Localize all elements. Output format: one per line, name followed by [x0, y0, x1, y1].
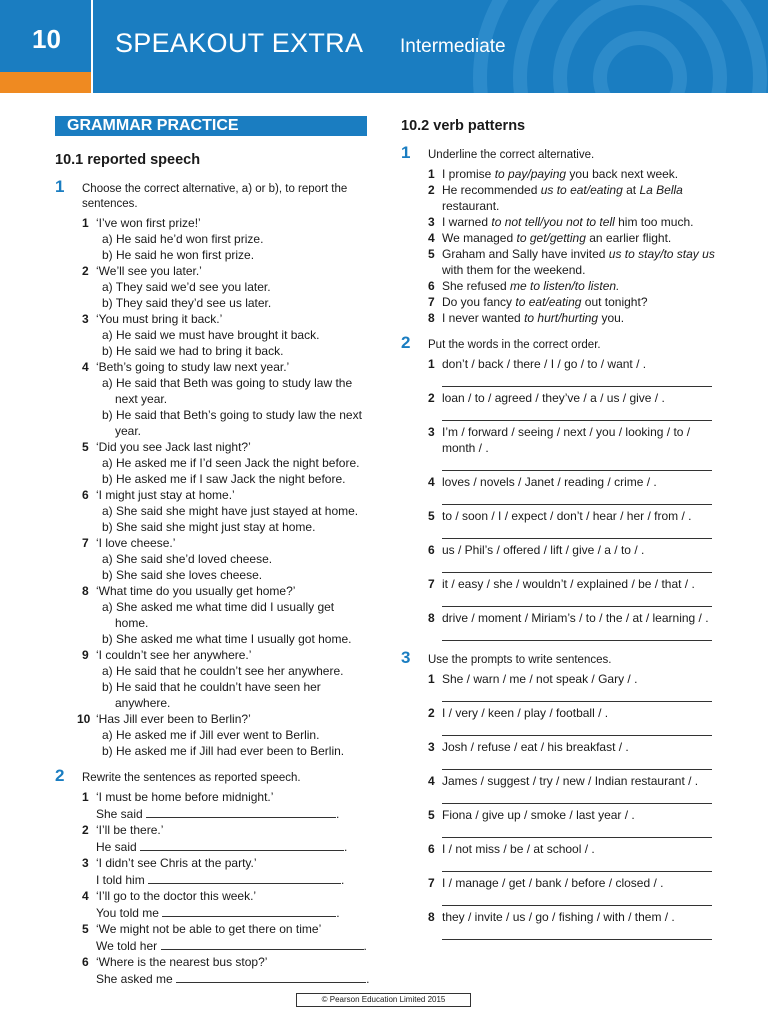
sentence-text: Do you fancy [442, 295, 516, 309]
page-header [0, 0, 768, 93]
item-number: 7 [428, 295, 435, 309]
item-sentence [442, 246, 716, 278]
answer-line[interactable] [442, 891, 712, 906]
list-item [428, 909, 716, 940]
answer-prompt: We told her [96, 939, 158, 953]
item-number: 6 [428, 279, 435, 293]
answer-blank[interactable] [161, 937, 364, 950]
left-column [55, 150, 370, 987]
option-a[interactable]: a) He said he’d won first prize. [102, 232, 264, 246]
sentence-text: him too much. [614, 215, 694, 229]
exercise-instruction: Use the prompts to write sentences. [428, 654, 612, 666]
list-item [82, 439, 370, 487]
item-number: 3 [82, 856, 89, 870]
option-a[interactable]: a) He asked me if Jill ever went to Berlin. [102, 728, 320, 742]
item-quote: ‘I’ll be there.’ [96, 823, 164, 837]
item-quote: ‘I might just stay at home.’ [96, 488, 235, 502]
item-prompt: they / invite / us / go / fishing / with / them / . [442, 910, 675, 924]
option-a[interactable]: a) She said she might have just stayed at home. [102, 504, 359, 518]
item-number: 1 [428, 357, 435, 371]
header-divider [91, 0, 93, 93]
list-item [82, 583, 370, 647]
item-number: 10 [77, 712, 91, 726]
sentence-text: you. [598, 311, 625, 325]
list-item [82, 487, 370, 535]
alternatives[interactable]: me to listen/to listen. [510, 279, 620, 293]
list-item [82, 822, 370, 855]
right-column [401, 116, 716, 943]
item-quote: ‘I love cheese.’ [96, 536, 176, 550]
list-item [82, 263, 370, 311]
answer-prompt: She said [96, 807, 143, 821]
option-b[interactable]: b) He said we had to bring it back. [102, 344, 284, 358]
list-item [428, 390, 716, 421]
answer-line[interactable] [442, 592, 712, 607]
sentence-text: restaurant. [442, 199, 500, 213]
sentence-text: you back next week. [566, 167, 679, 181]
item-quote: ‘I must be home before midnight.’ [96, 790, 274, 804]
page-title: SPEAKOUT EXTRA [115, 28, 364, 58]
item-prompt: I’m / forward / seeing / next / you / looking / to / month / . [442, 425, 691, 455]
exercise-instruction: Underline the correct alternative. [428, 149, 595, 161]
item-number: 4 [428, 475, 435, 489]
list-item [82, 855, 370, 888]
item-quote: ‘Where is the nearest bus stop?’ [96, 955, 268, 969]
list-item [428, 424, 716, 471]
item-prompt: I / not miss / be / at school / . [442, 842, 595, 856]
answer-line[interactable] [442, 406, 712, 421]
item-quote: ‘What time do you usually get home?’ [96, 584, 296, 598]
option-a[interactable]: a) They said we’d see you later. [102, 280, 271, 294]
item-number: 6 [82, 955, 89, 969]
list-item [428, 841, 716, 872]
item-number: 5 [428, 808, 435, 822]
level-label: Intermediate [400, 36, 506, 57]
list-item [77, 711, 370, 759]
answer-prompt: She asked me [96, 972, 173, 986]
item-number: 5 [82, 440, 89, 454]
item-quote: ‘Has Jill ever been to Berlin?’ [96, 712, 251, 726]
item-number: 3 [428, 425, 435, 439]
answer-line-row [96, 871, 370, 888]
alternatives[interactable]: to hurt/hurting [524, 311, 599, 325]
unit-number: 10 [32, 24, 61, 54]
sentence-text: an earlier flight. [585, 231, 672, 245]
section-title-verb-patterns: 10.2 verb patterns [401, 118, 526, 134]
answer-line[interactable] [442, 755, 712, 770]
item-quote: ‘We might not be able to get there on time’ [96, 922, 322, 936]
list-item [428, 474, 716, 505]
item-number: 6 [428, 543, 435, 557]
sentence-text: I warned [442, 215, 492, 229]
item-number: 3 [428, 740, 435, 754]
item-number: 4 [82, 360, 89, 374]
item-number: 8 [428, 311, 435, 325]
item-number: 2 [428, 706, 435, 720]
exercise-2-rewrite [55, 766, 370, 987]
option-a[interactable]: a) He said we must have brought it back. [102, 328, 320, 342]
item-quote: ‘I’ll go to the doctor this week.’ [96, 889, 257, 903]
option-b[interactable]: b) She said she might just stay at home. [102, 520, 316, 534]
list-item [82, 215, 370, 263]
item-number: 5 [428, 247, 435, 261]
item-sentence [442, 182, 716, 214]
item-number: 4 [428, 774, 435, 788]
option-b[interactable]: b) He said that he couldn’t have seen her anywhere. [102, 680, 321, 710]
option-b[interactable]: b) She said she loves cheese. [102, 568, 263, 582]
item-number: 1 [82, 790, 89, 804]
list-item [428, 230, 716, 246]
alternatives[interactable]: to get/getting [516, 231, 586, 245]
item-number: 8 [82, 584, 89, 598]
answer-prompt: You told me [96, 906, 159, 920]
list-item [428, 294, 716, 310]
answer-line-row [96, 970, 370, 987]
exercise-1-reported-speech [55, 177, 370, 759]
answer-line[interactable] [442, 925, 712, 940]
unit-number-box [0, 0, 93, 93]
sentence-text: I promise [442, 167, 495, 181]
list-item [82, 921, 370, 954]
item-prompt: She / warn / me / not speak / Gary / . [442, 672, 638, 686]
item-number: 9 [82, 648, 89, 662]
answer-period: . [344, 840, 348, 854]
answer-line[interactable] [442, 490, 712, 505]
item-number: 2 [428, 183, 435, 197]
item-number: 6 [82, 488, 89, 502]
option-b[interactable]: b) He asked me if I saw Jack the night before. [102, 472, 346, 486]
option-a[interactable]: a) She said she’d loved cheese. [102, 552, 273, 566]
item-prompt: don’t / back / there / I / go / to / want / . [442, 357, 647, 371]
sentence-text: She refused [442, 279, 511, 293]
item-number: 4 [428, 231, 435, 245]
item-number: 1 [82, 216, 89, 230]
item-prompt: loves / novels / Janet / reading / crime / . [442, 475, 657, 489]
exercise-instruction: Put the words in the correct order. [428, 339, 601, 351]
list-item [82, 535, 370, 583]
list-item [82, 789, 370, 822]
answer-blank[interactable] [146, 805, 336, 818]
alternatives[interactable]: to eat/eating [515, 295, 582, 309]
list-item [428, 671, 716, 702]
item-number: 4 [82, 889, 89, 903]
item-number: 2 [428, 391, 435, 405]
answer-line[interactable] [442, 456, 712, 471]
answer-line[interactable] [442, 524, 712, 539]
item-number: 2 [82, 264, 89, 278]
list-item [428, 739, 716, 770]
exercise-number: 3 [401, 648, 411, 667]
item-number: 1 [428, 167, 435, 181]
list-item [82, 954, 370, 987]
list-item [428, 310, 716, 326]
restaurant-name: La Bella [639, 183, 683, 197]
list-item [428, 807, 716, 838]
orange-accent-bar [0, 72, 93, 93]
list-item [428, 278, 716, 294]
item-prompt: it / easy / she / wouldn’t / explained / be / that / . [442, 577, 695, 591]
answer-line[interactable] [442, 687, 712, 702]
list-item [428, 166, 716, 182]
answer-prompt: I told him [96, 873, 145, 887]
alternatives[interactable]: to not tell/you not to tell [491, 215, 615, 229]
item-prompt: us / Phil’s / offered / lift / give / a / to / . [442, 543, 645, 557]
option-b[interactable]: b) She asked me what time I usually got home. [102, 632, 352, 646]
list-item [428, 182, 716, 214]
option-b[interactable]: b) He asked me if Jill had ever been to Berlin. [102, 744, 345, 758]
answer-blank[interactable] [176, 970, 366, 983]
answer-line[interactable] [442, 721, 712, 736]
item-number: 1 [428, 672, 435, 686]
answer-blank[interactable] [148, 871, 341, 884]
list-item [428, 875, 716, 906]
option-b[interactable]: b) He said that Beth’s going to study law the next year. [102, 408, 362, 438]
item-prompt: I / manage / get / bank / before / closed / . [442, 876, 664, 890]
answer-period: . [336, 906, 340, 920]
item-number: 7 [428, 876, 435, 890]
answer-period: . [366, 972, 370, 986]
item-prompt: James / suggest / try / new / Indian restaurant / . [442, 774, 699, 788]
list-item [428, 610, 716, 641]
answer-blank[interactable] [140, 838, 344, 851]
list-item [82, 359, 370, 439]
option-b[interactable]: b) He said he won first prize. [102, 248, 255, 262]
answer-line-row [96, 805, 370, 822]
item-prompt: Fiona / give up / smoke / last year / . [442, 808, 635, 822]
item-quote: ‘Beth’s going to study law next year.’ [96, 360, 290, 374]
item-quote: ‘I didn’t see Chris at the party.’ [96, 856, 257, 870]
item-prompt: to / soon / I / expect / don’t / hear / her / from / . [442, 509, 692, 523]
answer-line[interactable] [442, 372, 712, 387]
list-item [428, 773, 716, 804]
item-sentence [442, 214, 716, 230]
option-a[interactable]: a) He said that he couldn’t see her anywhere. [102, 664, 344, 678]
sentence-text: Graham and Sally have invited [442, 247, 609, 261]
list-item [428, 542, 716, 573]
item-number: 3 [428, 215, 435, 229]
option-b[interactable]: b) They said they’d see us later. [102, 296, 272, 310]
item-sentence [442, 310, 716, 326]
exercise-instruction: Rewrite the sentences as reported speech. [82, 772, 301, 784]
section-title-reported-speech: 10.1 reported speech [55, 152, 201, 168]
answer-line[interactable] [442, 823, 712, 838]
exercise-instruction: Choose the correct alternative, a) or b), to report the sentences. [82, 183, 348, 210]
alternatives[interactable]: us to stay/to stay us [608, 247, 715, 261]
item-number: 8 [428, 910, 435, 924]
list-item [82, 311, 370, 359]
alternatives[interactable]: to pay/paying [494, 167, 567, 181]
list-item [428, 356, 716, 387]
sentence-text: I never wanted [442, 311, 525, 325]
sentence-text: He recommended [442, 183, 541, 197]
item-quote: ‘I couldn’t see her anywhere.’ [96, 648, 252, 662]
item-quote: ‘Did you see Jack last night?’ [96, 440, 251, 454]
item-prompt: loan / to / agreed / they’ve / a / us / give / . [442, 391, 665, 405]
item-prompt: drive / moment / Miriam’s / to / the / at / learning / . [442, 611, 709, 625]
answer-period: . [363, 939, 367, 953]
answer-line-row [96, 838, 370, 855]
answer-line-row [96, 937, 370, 954]
sentence-text: We managed [442, 231, 517, 245]
list-item [428, 576, 716, 607]
exercise-1-underline [401, 143, 716, 326]
list-item [82, 888, 370, 921]
list-item [428, 508, 716, 539]
item-number: 5 [82, 922, 89, 936]
exercise-3-prompts [401, 648, 716, 940]
answer-line[interactable] [442, 789, 712, 804]
option-a[interactable]: a) She asked me what time did I usually get home. [102, 600, 335, 630]
exercise-number: 1 [401, 143, 411, 162]
alternatives[interactable]: us to eat/eating [540, 183, 623, 197]
item-quote: ‘You must bring it back.’ [96, 312, 223, 326]
item-sentence [442, 166, 716, 182]
list-item [82, 647, 370, 711]
item-number: 5 [428, 509, 435, 523]
list-item [428, 246, 716, 278]
item-sentence [442, 278, 716, 294]
exercise-number: 1 [55, 177, 65, 196]
answer-period: . [336, 807, 340, 821]
item-sentence [442, 294, 716, 310]
section-banner: GRAMMAR PRACTICE [55, 116, 367, 136]
answer-line[interactable] [442, 558, 712, 573]
item-prompt: I / very / keen / play / football / . [442, 706, 609, 720]
option-a[interactable]: a) He said that Beth was going to study law the next year. [102, 376, 353, 406]
item-number: 7 [428, 577, 435, 591]
answer-line[interactable] [442, 857, 712, 872]
sentence-text: at [622, 183, 640, 197]
item-number: 8 [428, 611, 435, 625]
item-quote: ‘We’ll see you later.’ [96, 264, 202, 278]
sentence-text: with them for the weekend. [442, 263, 586, 277]
answer-line-row [96, 904, 370, 921]
list-item [428, 214, 716, 230]
item-number: 7 [82, 536, 89, 550]
item-prompt: Josh / refuse / eat / his breakfast / . [442, 740, 629, 754]
list-item [428, 705, 716, 736]
copyright-footer: © Pearson Education Limited 2015 [296, 993, 471, 1007]
option-a[interactable]: a) He asked me if I’d seen Jack the night before. [102, 456, 360, 470]
answer-period: . [341, 873, 345, 887]
item-quote: ‘I’ve won first prize!’ [96, 216, 201, 230]
answer-line[interactable] [442, 626, 712, 641]
item-sentence [442, 230, 716, 246]
exercise-number: 2 [401, 333, 411, 352]
item-number: 6 [428, 842, 435, 856]
answer-prompt: He said [96, 840, 137, 854]
item-number: 3 [82, 312, 89, 326]
sentence-text: out tonight? [581, 295, 648, 309]
answer-blank[interactable] [162, 904, 336, 917]
exercise-number: 2 [55, 766, 65, 785]
exercise-2-word-order [401, 333, 716, 641]
item-number: 2 [82, 823, 89, 837]
